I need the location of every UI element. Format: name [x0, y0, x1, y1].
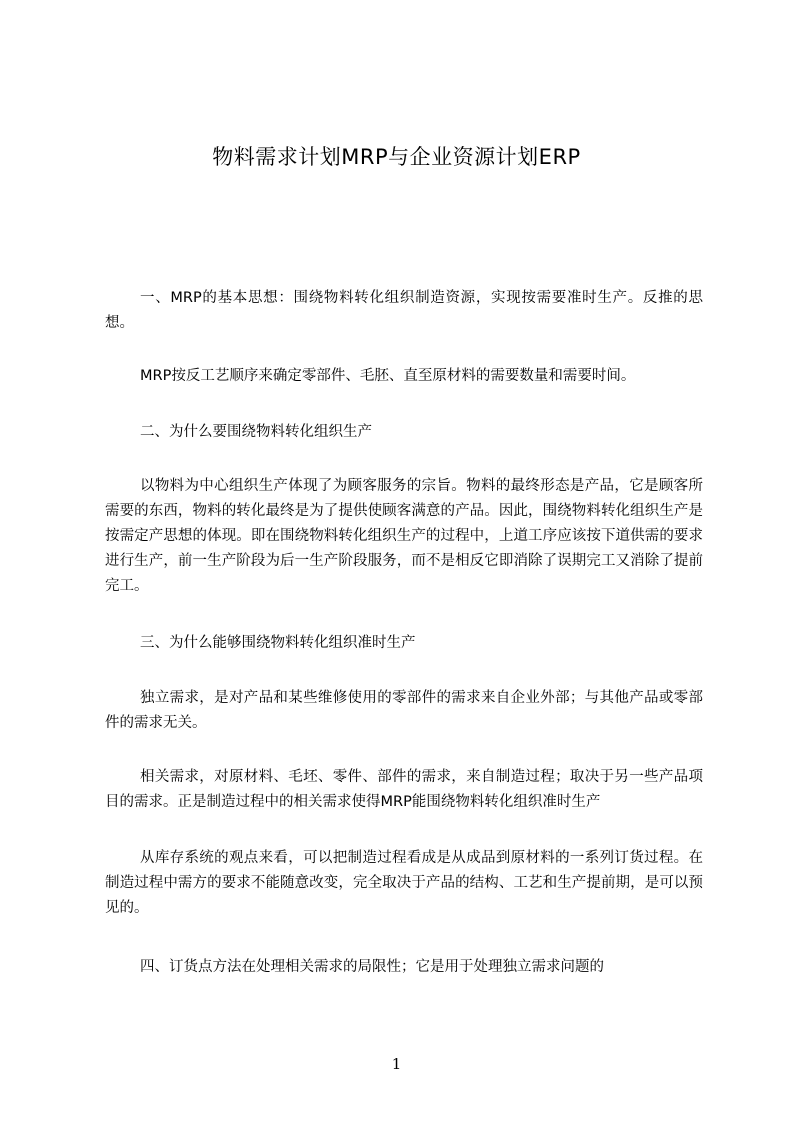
paragraph-mrp-basic-idea: 一、MRP的基本思想：围绕物料转化组织制造资源，实现按需要准时生产。反推的思想。	[105, 290, 703, 331]
paragraph-dependent-demand: 相关需求，对原材料、毛坯、零件、部件的需求，来自制造过程；取决于另一些产品项目的需求。正是制造过程中的相关需求使得MRP能围绕物料转化组织准时生产	[105, 769, 703, 810]
section-heading-4: 四、订货点方法在处理相关需求的局限性；它是用于处理独立需求问题的	[140, 959, 604, 975]
paragraph-independent-demand: 独立需求，是对产品和某些维修使用的零部件的需求来自企业外部；与其他产品或零部件的需求无关。	[105, 690, 703, 731]
paragraph-inventory-view: 从库存系统的观点来看，可以把制造过程看成是从成品到原材料的一系列订货过程。在制造过程中需方的要求不能随意改变，完全取决于产品的结构、工艺和生产提前期，是可以预见的。	[105, 850, 703, 916]
section-heading-2: 二、为什么要围绕物料转化组织生产	[140, 424, 372, 440]
paragraph-material-centered-production: 以物料为中心组织生产体现了为顾客服务的宗旨。物料的最终形态是产品，它是顾客所需要的东西，物料的转化最终是为了提供使顾客满意的产品。因此，围绕物料转化组织生产是按需定产思想的体现。即在围绕物料转化组织生产的过程中，上道工序应该按下道供需的要求进行生产，前一生产阶段为后一生产阶段服务，而不是相反它即消除了误期完工又消除了提前完工。	[105, 478, 703, 594]
paragraph-mrp-reverse-process: MRP按反工艺顺序来确定零部件、毛胚、直至原材料的需要数量和需要时间。	[140, 368, 636, 384]
page-number: 1	[391, 1055, 402, 1073]
section-heading-3: 三、为什么能够围绕物料转化组织准时生产	[140, 635, 416, 651]
document-title: 物料需求计划MRP与企业资源计划ERP	[212, 145, 581, 169]
